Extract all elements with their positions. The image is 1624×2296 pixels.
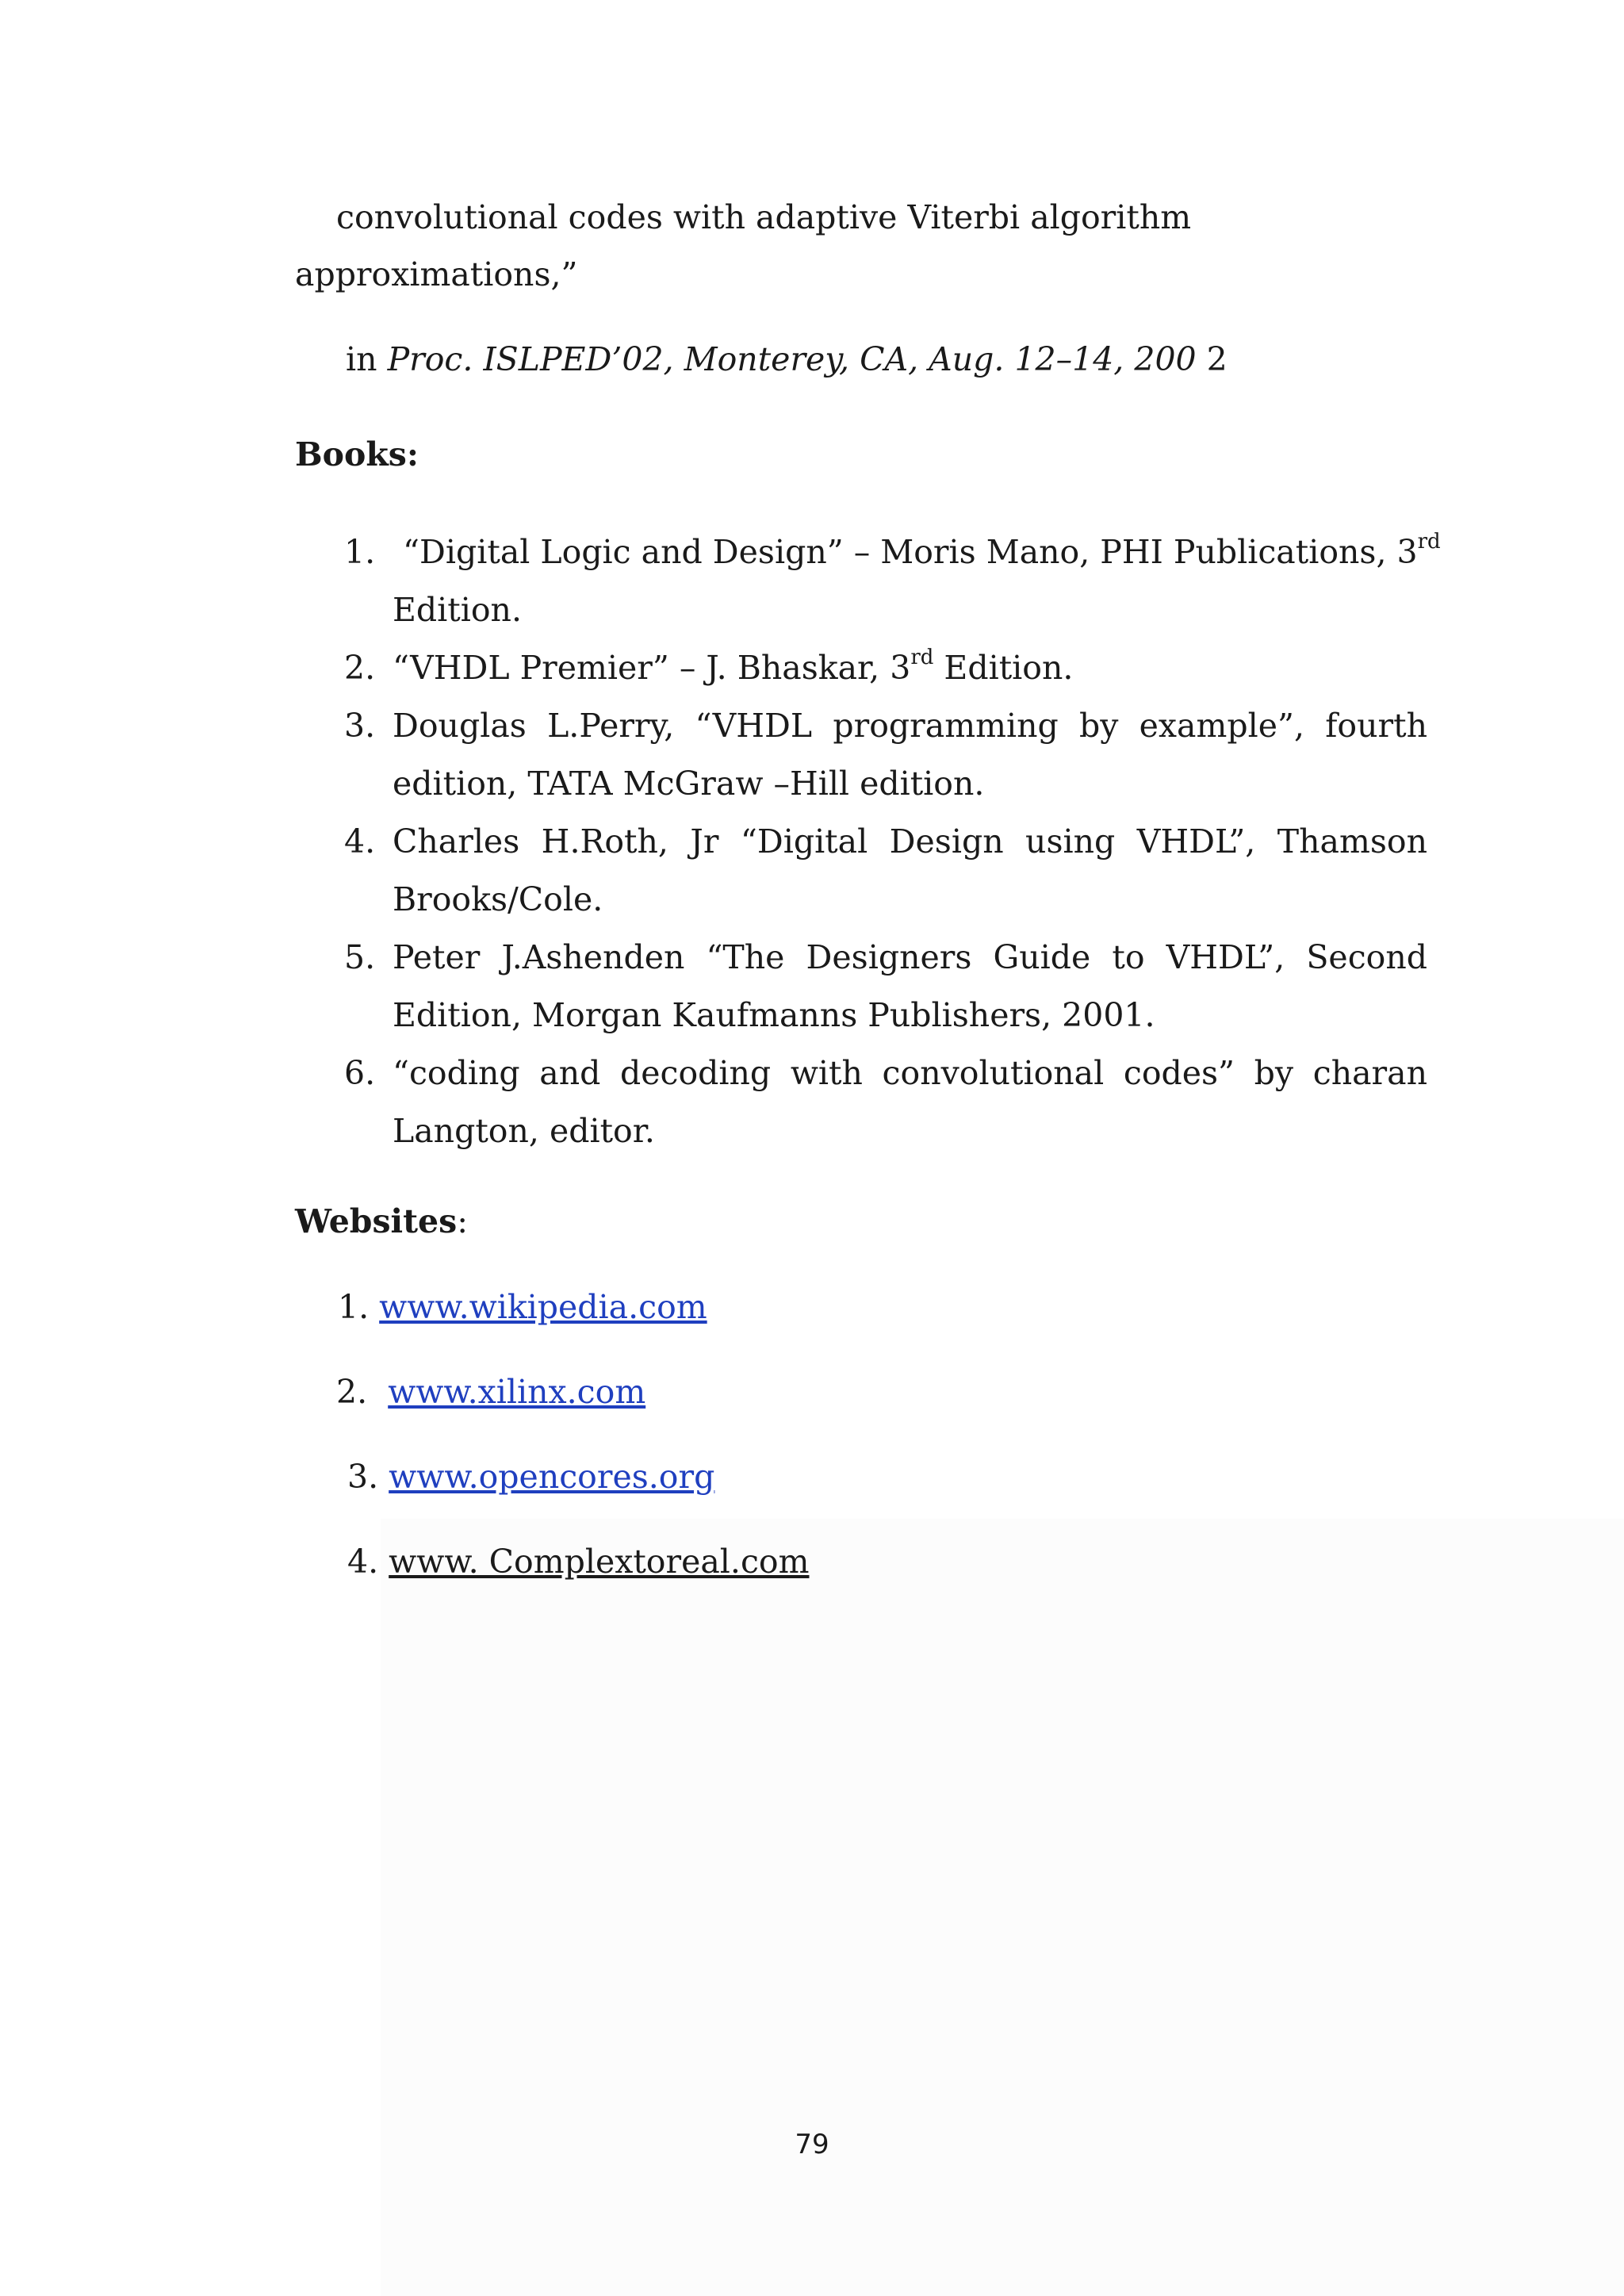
page-number: 79 (795, 2129, 829, 2160)
book-1-line-2: Edition. (393, 591, 522, 629)
website-4 (347, 1539, 809, 1584)
book-2-text-end: Edition. (933, 649, 1074, 687)
book-6-line-1: “coding and decoding with convolutional codes” by charan (393, 1054, 1427, 1092)
book-3-line-1: Douglas L.Perry, “VHDL programming by example”, fourth (393, 707, 1427, 745)
book-3-line-2: edition, TATA McGraw –Hill edition. (393, 765, 985, 803)
websites-heading: Websites (295, 1202, 458, 1240)
book-1-superscript: rd (1417, 530, 1441, 554)
book-5-number: 5. (344, 938, 376, 976)
website-4-number: 4. (347, 1543, 379, 1581)
citation-line-1: convolutional codes with adaptive Viterbi algorithm (336, 198, 1192, 236)
website-3-number: 3. (347, 1458, 379, 1496)
book-2-number: 2. (344, 649, 376, 687)
websites-heading-line (295, 1199, 468, 1244)
citation-venue: Proc. ISLPED’02, Monterey, CA, Aug. 12–14, 200 (387, 340, 1197, 378)
books-heading: Books: (295, 435, 419, 473)
book-1-line-1 (393, 530, 1441, 574)
citation-line-2: approximations,” (295, 255, 578, 293)
citation-suffix: 2 (1196, 340, 1228, 378)
book-1-text: “Digital Logic and Design” – Moris Mano, PHI Publications, 3 (393, 533, 1418, 571)
book-1-number: 1. (344, 533, 376, 571)
book-2-text: “VHDL Premier” – J. Bhaskar, 3 (393, 649, 911, 687)
website-2-number: 2. (336, 1373, 368, 1411)
book-5-line-1: Peter J.Ashenden “The Designers Guide to VHDL”, Second (393, 938, 1427, 976)
website-4-link[interactable]: www. Complextoreal.com (389, 1543, 810, 1581)
book-5-line-2: Edition, Morgan Kaufmanns Publishers, 2001. (393, 996, 1155, 1034)
book-2-line-1 (393, 646, 1427, 690)
website-3 (347, 1455, 714, 1499)
page-shading (381, 1519, 1624, 2296)
citation-venue-line (346, 337, 1228, 381)
website-1-link[interactable]: www.wikipedia.com (379, 1288, 707, 1326)
website-2-link[interactable]: www.xilinx.com (388, 1373, 646, 1411)
book-4-line-2: Brooks/Cole. (393, 880, 603, 918)
book-6-line-2: Langton, editor. (393, 1112, 655, 1150)
book-4-number: 4. (344, 822, 376, 861)
websites-heading-colon: : (457, 1202, 469, 1240)
website-1-number: 1. (338, 1288, 370, 1326)
book-3-number: 3. (344, 707, 376, 745)
book-2-superscript: rd (910, 646, 934, 670)
website-3-link[interactable]: www.opencores.org (389, 1458, 715, 1496)
book-6-number: 6. (344, 1054, 376, 1092)
website-1 (338, 1285, 707, 1329)
citation-prefix: in (346, 340, 388, 378)
website-2 (336, 1370, 645, 1414)
book-4-line-1: Charles H.Roth, Jr “Digital Design using VHDL”, Thamson (393, 822, 1427, 861)
